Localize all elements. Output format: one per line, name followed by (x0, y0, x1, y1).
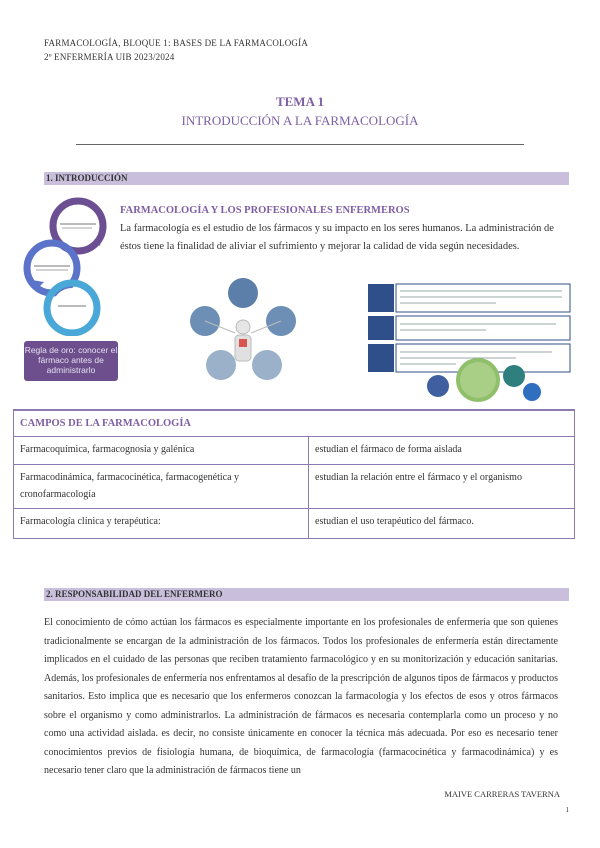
table-cell-description: estudian el fármaco de forma aislada (309, 437, 575, 465)
table-cell-field: Farmacoquímica, farmacognosia y galénica (14, 437, 309, 465)
table-cell-field: Farmacodinámica, farmacocinética, farmacogenética y cronofarmacología (14, 465, 309, 509)
title-divider (76, 144, 524, 145)
section-heading-introduccion: 1. INTRODUCCIÓN (44, 172, 569, 185)
footer-author: MAIVE CARRERAS TAVERNA (444, 789, 560, 799)
table-cell-description: estudian la relación entre el fármaco y el organismo (309, 465, 575, 509)
page-subtitle: INTRODUCCIÓN A LA FARMACOLOGÍA (181, 113, 419, 128)
page-title: TEMA 1 (275, 94, 325, 109)
responsabilidad-paragraph: El conocimiento de cómo actúan los fármacos es especialmente importante en los profesionales de enfermería que son quienes tradicionalmente se encargan de la administración de los fármacos. Todos los profesionales de enfermería están directamente implicados en el cuidado de las personas que reciben tratamiento farmacológico y en su monitorización y educación sanitarias. Además, los profesionales de enfermería nos enfrentamos al desafío de la prescripción de algunos tipos de fármacos y productos sanitarios. Esto implica que es necesario que los enfermeros conozcan la farmacología y los efectos de esos y otros fármacos sobre el organismo y como administrarlos. La administración de fármacos es necesaria contemplarla como un proceso y no como una actividad aislada. es decir, no consiste únicamente en conocer la técnica más adecuada. Por eso es necesario tener conocimientos previos de fisiología humana, de bioquímica, de farmacología (farmacocinética y farmacodinámica) y es necesario tener claro que la administración de fármacos tiene un (44, 617, 558, 776)
role-circle-bottom-left (206, 350, 236, 380)
table-header-row (14, 410, 575, 437)
table-row (14, 509, 575, 539)
campos-heading: CAMPOS DE LA FARMACOLOGÍA (14, 410, 575, 437)
role-circle-top (228, 278, 258, 308)
responsibility-diagram (366, 282, 576, 402)
nurse-roles-figure (175, 275, 315, 385)
table-row (14, 437, 575, 465)
intro-subheading: FARMACOLOGÍA Y LOS PROFESIONALES ENFERMEROS (120, 205, 410, 216)
header-course: FARMACOLOGÍA, BLOQUE 1: BASES DE LA FARMACOLOGÍA (44, 38, 309, 48)
section-heading-responsabilidad: 2. RESPONSABILIDAD DEL ENFERMERO (44, 588, 569, 601)
header-year: 2º ENFERMERÍA UIB 2023/2024 (44, 52, 175, 62)
campos-table (13, 409, 575, 539)
table-row (14, 465, 575, 509)
administration-cycle-figure (22, 196, 122, 336)
page-number: 1 (565, 806, 569, 814)
table-cell-field: Farmacología clínica y terapéutica: (14, 509, 309, 539)
nurse-head-icon (236, 320, 250, 334)
table-cell-description: estudian el uso terapéutico del fármaco. (309, 509, 575, 539)
cycle-node-bottom (52, 288, 92, 328)
golden-rule-box: Regla de oro: conocer el fármaco antes de administrarlo (24, 341, 118, 381)
role-circle-bottom-right (252, 350, 282, 380)
cycle-node-top (58, 206, 98, 246)
intro-paragraph: La farmacología es el estudio de los fármacos y su impacto en los seres humanos. La administración de éstos tiene la finalidad de aliviar el sufrimiento y mejorar la calidad de vida según necesidades. (120, 223, 554, 252)
